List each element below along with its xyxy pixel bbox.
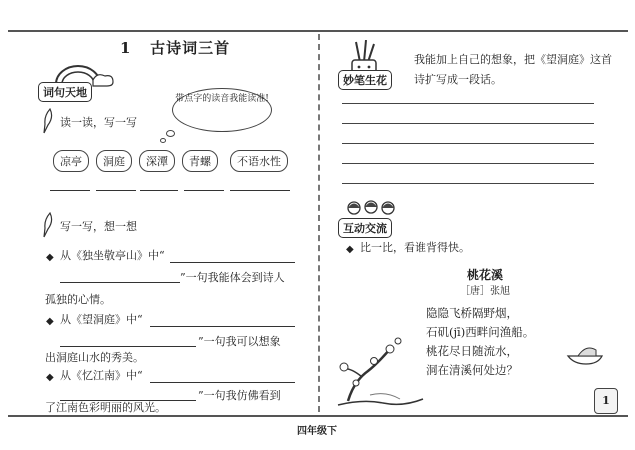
item-text: 从《望洞庭》中“	[60, 313, 143, 326]
word-pill: 洞庭	[96, 150, 132, 172]
answer-blank[interactable]	[184, 190, 224, 191]
section-badge-ciju	[38, 58, 118, 100]
item-text: ”一句我可以想象	[198, 335, 281, 348]
word-pill: 不语水性	[230, 150, 288, 172]
word-pill: 青螺	[182, 150, 218, 172]
writing-line[interactable]	[342, 123, 594, 124]
diamond-bullet-icon: ◆	[46, 252, 54, 263]
section-badge-label: 互动交流	[338, 218, 392, 238]
item-text: 从《忆江南》中“	[60, 369, 143, 382]
feather-pen-icon	[40, 108, 54, 134]
answer-blank[interactable]	[140, 190, 178, 191]
item-text: 出洞庭山水的秀美。	[45, 351, 144, 364]
lesson-number: 1	[120, 39, 132, 57]
item-text: 孤独的心情。	[45, 293, 111, 306]
answer-blank[interactable]	[170, 262, 295, 263]
instruction-recite: 比一比，看谁背得快。	[360, 241, 470, 254]
item-text: ”一句我能体会到诗人	[180, 271, 285, 284]
answer-blank[interactable]	[60, 346, 196, 347]
poem-line: 洞在清溪何处边？	[426, 363, 518, 377]
section-badge-hudong	[338, 198, 408, 238]
answer-blank[interactable]	[150, 382, 295, 383]
section-badge-label: 词句天地	[38, 82, 92, 102]
poem-title: 桃花溪	[466, 268, 503, 282]
page-number	[594, 388, 618, 414]
feather-pen-icon	[40, 212, 54, 238]
poem-author: ［唐］张旭	[460, 286, 510, 297]
writing-prompt: 诗扩写成一段话。	[414, 73, 502, 86]
writing-line[interactable]	[342, 143, 594, 144]
poem-line: 石矶(jī)西畔问渔船。	[426, 325, 535, 339]
diamond-bullet-icon: ◆	[346, 244, 354, 255]
writing-prompt: 我能加上自己的想象，把《望洞庭》这首	[414, 53, 612, 66]
bubble-text: 带点字的读音我能读准!	[175, 94, 269, 104]
poem-lines	[426, 304, 534, 380]
lesson-title	[120, 37, 230, 58]
word-pill: 凉亭	[53, 150, 89, 172]
page-number-text: 1	[602, 394, 610, 407]
peach-blossom-illustration	[330, 335, 425, 410]
item-text: ”一句我仿佛看到	[198, 389, 281, 402]
diamond-bullet-icon: ◆	[46, 316, 54, 327]
section-badge-miaobi	[338, 40, 408, 88]
item-text: 了江南色彩明丽的风光。	[45, 401, 166, 414]
lesson-title-text: 古诗词三首	[150, 39, 231, 57]
answer-blank[interactable]	[150, 326, 295, 327]
bubble-tail-dot	[166, 130, 175, 137]
top-border	[8, 30, 628, 32]
writing-line[interactable]	[342, 183, 594, 184]
writing-line[interactable]	[342, 163, 594, 164]
poem-line: 桃花尽日随流水，	[426, 344, 518, 358]
answer-blank[interactable]	[96, 190, 136, 191]
answer-blank[interactable]	[230, 190, 290, 191]
poem-block	[430, 266, 540, 299]
bubble-tail-dot	[160, 138, 166, 143]
page-spine-divider	[318, 34, 320, 412]
item-text: 从《独坐敬亭山》中“	[60, 249, 165, 262]
boat-icon	[566, 342, 606, 366]
instruction-write-think: 写一写，想一想	[60, 220, 137, 233]
poem-line: 隐隐飞桥隔野烟，	[426, 306, 518, 320]
diamond-bullet-icon: ◆	[46, 372, 54, 383]
writing-line[interactable]	[342, 103, 594, 104]
footer-grade: 四年级下	[297, 426, 337, 437]
answer-blank[interactable]	[60, 282, 180, 283]
word-pill: 深潭	[139, 150, 175, 172]
instruction-read-write: 读一读，写一写	[60, 116, 137, 129]
thought-bubble	[172, 88, 272, 132]
section-badge-label: 妙笔生花	[338, 70, 392, 90]
answer-blank[interactable]	[50, 190, 90, 191]
